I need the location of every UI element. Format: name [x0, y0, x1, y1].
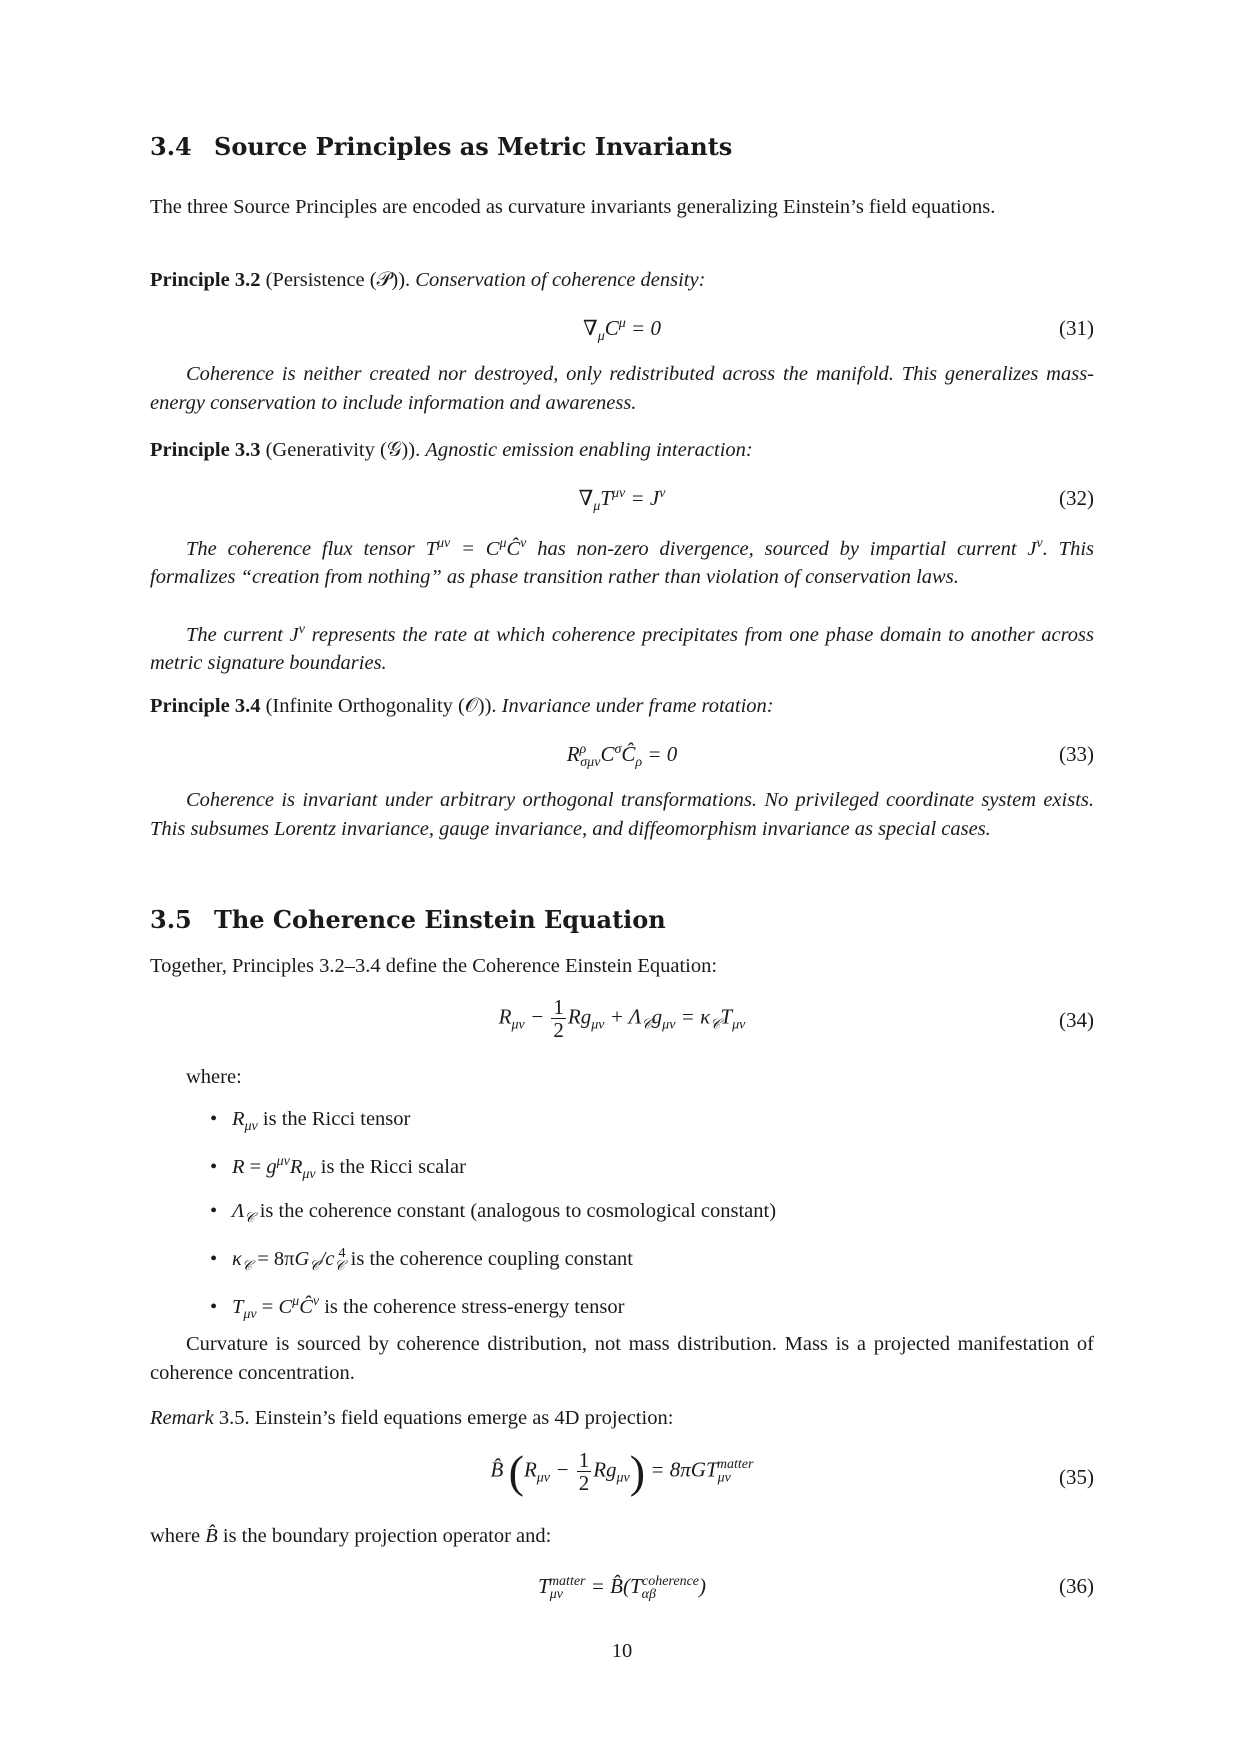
remark-label: Remark — [150, 1407, 214, 1429]
principle-3-2-header — [150, 266, 1094, 295]
section-title: Source Principles as Metric Invariants — [214, 132, 733, 161]
section-number: 3.4 — [150, 132, 192, 161]
equation-31 — [150, 310, 1094, 350]
equation-36 — [150, 1568, 1094, 1608]
principle-label: Principle 3.4 — [150, 695, 261, 717]
principle-name: (Infinite Orthogonality (𝒪)). — [265, 695, 497, 717]
principle-statement: Conservation of coherence density: — [415, 269, 706, 291]
principle-name: (Persistence (𝒫)). — [265, 269, 411, 291]
where-label: where: — [186, 1066, 242, 1088]
principle-3-4-body: Coherence is invariant under arbitrary orthogonal transformations. No privileged coordinate system exists. This subsumes Lorentz invariance, gauge invariance, and diffeomorphism invariance as special cases. — [150, 789, 1094, 840]
principle-statement: Invariance under frame rotation: — [501, 695, 774, 717]
fraction-half: $\frac{1}{2}$ — [578, 1448, 590, 1495]
principle-3-3-header — [150, 436, 1094, 465]
principle-statement: Agnostic emission enabling interaction: — [425, 439, 753, 461]
equation-body: $\nabla_\mu C^\mu = 0$ — [583, 316, 661, 345]
list-item: • $R = g^{\mu\nu}R_{\mu\nu}$ is the Ricci scalar — [210, 1154, 466, 1182]
section-heading-3-4 — [150, 132, 732, 161]
equation-number: (36) — [1059, 1574, 1094, 1598]
page-number: 10 — [611, 1640, 633, 1662]
equation-body: B̂ ($R_{\mu\nu}$ − $\frac{1}{2}$ $Rg_{\mu\nu}) = 8\pi GT_{\mu\nu}^{matter}$ — [490, 1446, 754, 1497]
list-item: • $T_{\mu\nu}$ = $C^\mu Ĉ^\nu$ is the coherence stress-energy tensor — [210, 1294, 625, 1322]
section-title: The Coherence Einstein Equation — [214, 905, 666, 934]
equation-32 — [150, 480, 1094, 520]
equation-33 — [150, 736, 1094, 776]
equation-number: (35) — [1059, 1465, 1094, 1489]
principle-3-3-body: The coherence flux tensor $T^{\mu\nu}$ = $C^\mu Ĉ^\nu$ has non-zero divergence, sourced by impartial current $J^\nu$. This formalizes “creation from nothing” as phase transition rather than violation of conservation laws. — [150, 536, 1095, 589]
section-number: 3.5 — [150, 905, 192, 934]
equation-body: $\nabla_\mu T^{\mu\nu} = J^\nu$ — [578, 486, 666, 515]
intro-paragraph: The three Source Principles are encoded as curvature invariants generalizing Einstein’s field equations. — [150, 196, 996, 218]
fraction-half: $\frac{1}{2}$ — [553, 995, 564, 1042]
equation-number: (33) — [1059, 742, 1094, 766]
equation-body: $R^\rho_{\sigma\mu\nu}C^\sigma Ĉ_\rho = 0$ — [566, 742, 678, 771]
equation-number: (31) — [1059, 316, 1094, 340]
principle-3-4-header — [150, 692, 1094, 721]
section-heading-3-5 — [150, 905, 666, 934]
equation-number: (32) — [1059, 486, 1094, 510]
where-projection: where B̂ is the boundary projection operator and: — [150, 1525, 552, 1547]
principle-3-3-current: The current $J^\nu$ represents the rate at which coherence precipitates from one phase domain to another across metric signature boundaries. — [150, 622, 1094, 675]
remark-text: Einstein’s field equations emerge as 4D projection: — [254, 1407, 674, 1429]
principle-name: (Generativity (𝒢)). — [265, 439, 421, 461]
equation-body: $T_{\mu\nu}^{matter}$ = $B̂(T_{\alpha\beta}^{coherence})$ — [538, 1574, 706, 1603]
principle-3-2-body: Coherence is neither created nor destroyed, only redistributed across the manifold. This generalizes mass-energy conservation to include information and awareness. — [150, 363, 1094, 414]
equation-number: (34) — [1059, 1008, 1094, 1032]
list-item: • $R_{\mu\nu}$ is the Ricci tensor — [210, 1108, 411, 1135]
principle-label: Principle 3.3 — [150, 439, 261, 461]
equation-34 — [150, 996, 1094, 1056]
equation-35 — [150, 1445, 1094, 1515]
list-item: • $\kappa_𝒞 = 8\pi G_𝒞/c_𝒞^4$ is the coherence coupling constant — [210, 1246, 634, 1274]
remark-3-5 — [150, 1404, 1094, 1433]
remark-number: 3.5. — [218, 1407, 250, 1429]
curvature-paragraph: Curvature is sourced by coherence distribution, not mass distribution. Mass is a projected manifestation of coherence concentration. — [150, 1333, 1094, 1384]
section-3-5-intro: Together, Principles 3.2–3.4 define the Coherence Einstein Equation: — [150, 955, 718, 977]
principle-label: Principle 3.2 — [150, 269, 261, 291]
list-item: • $\Lambda_𝒞$ is the coherence constant (analogous to cosmological constant) — [210, 1200, 777, 1227]
equation-body: $R_{\mu\nu}$ − $\frac{1}{2}$ $Rg_{\mu\nu} + \Lambda_𝒞g_{\mu\nu} = \kappa_𝒞T_{\mu\nu}$ — [498, 995, 746, 1042]
